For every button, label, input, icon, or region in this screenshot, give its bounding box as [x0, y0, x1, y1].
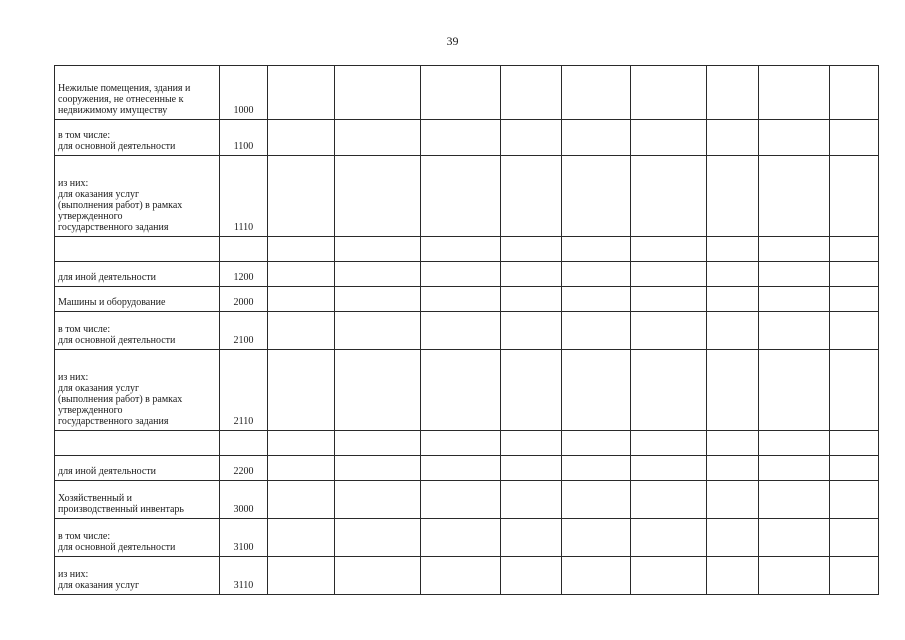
- row-name-cell: из них: для оказания услуг: [55, 557, 220, 595]
- empty-value-cell: [562, 262, 631, 287]
- empty-value-cell: [421, 519, 501, 557]
- empty-value-cell: [268, 66, 335, 120]
- table-row: [55, 519, 879, 557]
- empty-value-cell: [421, 66, 501, 120]
- table-row: [55, 557, 879, 595]
- row-name-cell: для иной деятельности: [55, 262, 220, 287]
- row-name-cell: Машины и оборудование: [55, 287, 220, 312]
- empty-value-cell: [759, 557, 830, 595]
- empty-value-cell: [501, 287, 562, 312]
- empty-value-cell: [335, 481, 421, 519]
- table-row: [55, 312, 879, 350]
- row-code-cell: 1110: [220, 156, 268, 237]
- row-code-cell: 3110: [220, 557, 268, 595]
- empty-value-cell: [830, 287, 879, 312]
- empty-value-cell: [759, 312, 830, 350]
- empty-value-cell: [759, 456, 830, 481]
- empty-value-cell: [335, 519, 421, 557]
- empty-value-cell: [335, 312, 421, 350]
- empty-value-cell: [562, 456, 631, 481]
- table-row: [55, 66, 879, 120]
- empty-value-cell: [421, 456, 501, 481]
- empty-value-cell: [631, 481, 707, 519]
- empty-value-cell: [759, 156, 830, 237]
- empty-value-cell: [268, 431, 335, 456]
- empty-value-cell: [562, 350, 631, 431]
- empty-value-cell: [707, 237, 759, 262]
- empty-value-cell: [631, 156, 707, 237]
- empty-value-cell: [631, 431, 707, 456]
- empty-value-cell: [707, 431, 759, 456]
- empty-value-cell: [501, 120, 562, 156]
- empty-value-cell: [501, 431, 562, 456]
- empty-value-cell: [421, 481, 501, 519]
- empty-value-cell: [631, 350, 707, 431]
- row-code-cell: [220, 237, 268, 262]
- empty-value-cell: [759, 287, 830, 312]
- empty-value-cell: [268, 557, 335, 595]
- table-row: [55, 262, 879, 287]
- empty-value-cell: [830, 237, 879, 262]
- table-row: [55, 431, 879, 456]
- table-row: [55, 287, 879, 312]
- row-name-cell: из них: для оказания услуг (выполнения работ) в рамках утвержденного государственного задания: [55, 350, 220, 431]
- empty-value-cell: [562, 156, 631, 237]
- row-code-cell: 1100: [220, 120, 268, 156]
- empty-value-cell: [268, 156, 335, 237]
- empty-value-cell: [335, 431, 421, 456]
- empty-value-cell: [759, 66, 830, 120]
- empty-value-cell: [707, 557, 759, 595]
- empty-value-cell: [830, 312, 879, 350]
- table-row: [55, 481, 879, 519]
- empty-value-cell: [830, 557, 879, 595]
- empty-value-cell: [707, 519, 759, 557]
- empty-value-cell: [631, 237, 707, 262]
- empty-value-cell: [268, 519, 335, 557]
- empty-value-cell: [501, 237, 562, 262]
- empty-value-cell: [830, 156, 879, 237]
- empty-value-cell: [268, 287, 335, 312]
- empty-value-cell: [759, 120, 830, 156]
- empty-value-cell: [335, 262, 421, 287]
- empty-value-cell: [562, 431, 631, 456]
- empty-value-cell: [335, 557, 421, 595]
- empty-value-cell: [268, 262, 335, 287]
- row-name-cell: в том числе: для основной деятельности: [55, 120, 220, 156]
- row-name-cell: [55, 237, 220, 262]
- empty-value-cell: [421, 287, 501, 312]
- row-code-cell: 2110: [220, 350, 268, 431]
- empty-value-cell: [707, 156, 759, 237]
- empty-value-cell: [562, 557, 631, 595]
- row-code-cell: 2100: [220, 312, 268, 350]
- empty-value-cell: [631, 456, 707, 481]
- empty-value-cell: [830, 431, 879, 456]
- empty-value-cell: [268, 481, 335, 519]
- empty-value-cell: [707, 481, 759, 519]
- row-name-cell: Нежилые помещения, здания и сооружения, не отнесенные к недвижимому имуществу: [55, 66, 220, 120]
- empty-value-cell: [421, 156, 501, 237]
- row-code-cell: 3000: [220, 481, 268, 519]
- empty-value-cell: [759, 350, 830, 431]
- empty-value-cell: [830, 519, 879, 557]
- empty-value-cell: [268, 456, 335, 481]
- page-number: 39: [446, 34, 459, 48]
- empty-value-cell: [421, 120, 501, 156]
- empty-value-cell: [562, 481, 631, 519]
- empty-value-cell: [421, 312, 501, 350]
- empty-value-cell: [830, 66, 879, 120]
- row-name-cell: в том числе: для основной деятельности: [55, 312, 220, 350]
- table-row: [55, 237, 879, 262]
- table-row: [55, 456, 879, 481]
- row-name-cell: для иной деятельности: [55, 456, 220, 481]
- row-name-cell: в том числе: для основной деятельности: [55, 519, 220, 557]
- row-code-cell: 2000: [220, 287, 268, 312]
- empty-value-cell: [335, 287, 421, 312]
- empty-value-cell: [335, 350, 421, 431]
- empty-value-cell: [501, 262, 562, 287]
- row-code-cell: [220, 431, 268, 456]
- table-row: [55, 156, 879, 237]
- empty-value-cell: [707, 456, 759, 481]
- empty-value-cell: [707, 312, 759, 350]
- empty-value-cell: [562, 287, 631, 312]
- empty-value-cell: [631, 312, 707, 350]
- empty-value-cell: [501, 557, 562, 595]
- empty-value-cell: [335, 237, 421, 262]
- empty-value-cell: [501, 156, 562, 237]
- empty-value-cell: [268, 237, 335, 262]
- empty-value-cell: [759, 262, 830, 287]
- table-row: [55, 120, 879, 156]
- row-name-cell: Хозяйственный и производственный инвентарь: [55, 481, 220, 519]
- empty-value-cell: [421, 237, 501, 262]
- empty-value-cell: [501, 456, 562, 481]
- empty-value-cell: [421, 431, 501, 456]
- empty-value-cell: [268, 120, 335, 156]
- empty-value-cell: [830, 120, 879, 156]
- empty-value-cell: [562, 237, 631, 262]
- empty-value-cell: [501, 481, 562, 519]
- empty-value-cell: [759, 481, 830, 519]
- empty-value-cell: [707, 120, 759, 156]
- empty-value-cell: [707, 262, 759, 287]
- empty-value-cell: [631, 66, 707, 120]
- empty-value-cell: [707, 66, 759, 120]
- table-row: [55, 350, 879, 431]
- empty-value-cell: [501, 66, 562, 120]
- empty-value-cell: [335, 456, 421, 481]
- empty-value-cell: [562, 519, 631, 557]
- empty-value-cell: [562, 312, 631, 350]
- empty-value-cell: [631, 262, 707, 287]
- empty-value-cell: [631, 519, 707, 557]
- empty-value-cell: [631, 120, 707, 156]
- empty-value-cell: [335, 66, 421, 120]
- row-code-cell: 3100: [220, 519, 268, 557]
- empty-value-cell: [421, 350, 501, 431]
- empty-value-cell: [268, 350, 335, 431]
- empty-value-cell: [501, 350, 562, 431]
- row-code-cell: 1200: [220, 262, 268, 287]
- empty-value-cell: [335, 156, 421, 237]
- empty-value-cell: [501, 519, 562, 557]
- empty-value-cell: [562, 66, 631, 120]
- empty-value-cell: [501, 312, 562, 350]
- report-table: [54, 65, 879, 595]
- empty-value-cell: [421, 557, 501, 595]
- empty-value-cell: [335, 120, 421, 156]
- empty-value-cell: [631, 287, 707, 312]
- empty-value-cell: [268, 312, 335, 350]
- empty-value-cell: [830, 262, 879, 287]
- empty-value-cell: [830, 456, 879, 481]
- empty-value-cell: [759, 237, 830, 262]
- empty-value-cell: [759, 431, 830, 456]
- empty-value-cell: [759, 519, 830, 557]
- empty-value-cell: [830, 481, 879, 519]
- empty-value-cell: [707, 287, 759, 312]
- empty-value-cell: [421, 262, 501, 287]
- row-name-cell: [55, 431, 220, 456]
- empty-value-cell: [707, 350, 759, 431]
- empty-value-cell: [562, 120, 631, 156]
- row-name-cell: из них: для оказания услуг (выполнения работ) в рамках утвержденного государственного задания: [55, 156, 220, 237]
- row-code-cell: 2200: [220, 456, 268, 481]
- row-code-cell: 1000: [220, 66, 268, 120]
- empty-value-cell: [631, 557, 707, 595]
- empty-value-cell: [830, 350, 879, 431]
